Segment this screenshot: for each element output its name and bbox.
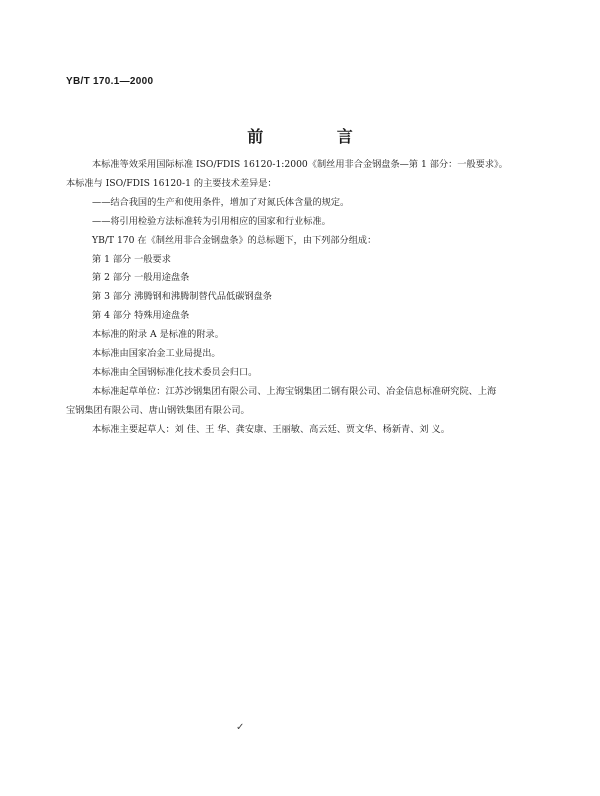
paragraph-parts-intro: YB/T 170 在《制丝用非合金钢盘条》的总标题下，由下列部分组成： (92, 234, 377, 246)
standard-code: YB/T 170.1—2000 (66, 76, 154, 87)
paragraph-proposer: 本标准由国家冶金工业局提出。 (92, 348, 221, 360)
paragraph-committee: 本标准由全国钢标准化技术委员会归口。 (92, 366, 258, 378)
paragraph-adoption: 本标准等效采用国际标准 ISO/FDIS 16120-1:2000《制丝用非合金钢盘条—第 1 部分：一般要求》。 (92, 159, 508, 170)
paragraph-differences-intro: 本标准与 ISO/FDIS 16120-1 的主要技术差异是： (66, 177, 277, 189)
paragraph-drafters: 本标准主要起草人：刘 佳、王 华、龚安康、王丽敏、高云廷、贾文华、杨新青、刘 义。 (92, 423, 450, 435)
paragraph-drafting-units: 本标准起草单位：江苏沙钢集团有限公司、上海宝钢集团二钢有限公司、冶金信息标准研究院、上海 (92, 385, 497, 397)
paragraph-drafting-units-cont: 宝钢集团有限公司、唐山钢铁集团有限公司。 (66, 404, 250, 416)
page-title: 前 言 (247, 127, 387, 146)
paragraph-difference-2: ——将引用检验方法标准转为引用相应的国家和行业标准。 (92, 215, 331, 227)
paragraph-part-4: 第 4 部分 特殊用途盘条 (92, 310, 190, 322)
paragraph-appendix: 本标准的附录 A 是标准的附录。 (92, 329, 224, 341)
paragraph-difference-1: ——结合我国的生产和使用条件，增加了对氮氏体含量的规定。 (92, 196, 350, 208)
paragraph-part-3: 第 3 部分 沸腾钢和沸腾制替代品低碳钢盘条 (92, 291, 272, 303)
paragraph-part-2: 第 2 部分 一般用途盘条 (92, 272, 190, 284)
paragraph-part-1: 第 1 部分 一般要求 (92, 253, 171, 265)
scan-mark: ✓ (236, 722, 245, 733)
foreword-body (66, 156, 536, 440)
